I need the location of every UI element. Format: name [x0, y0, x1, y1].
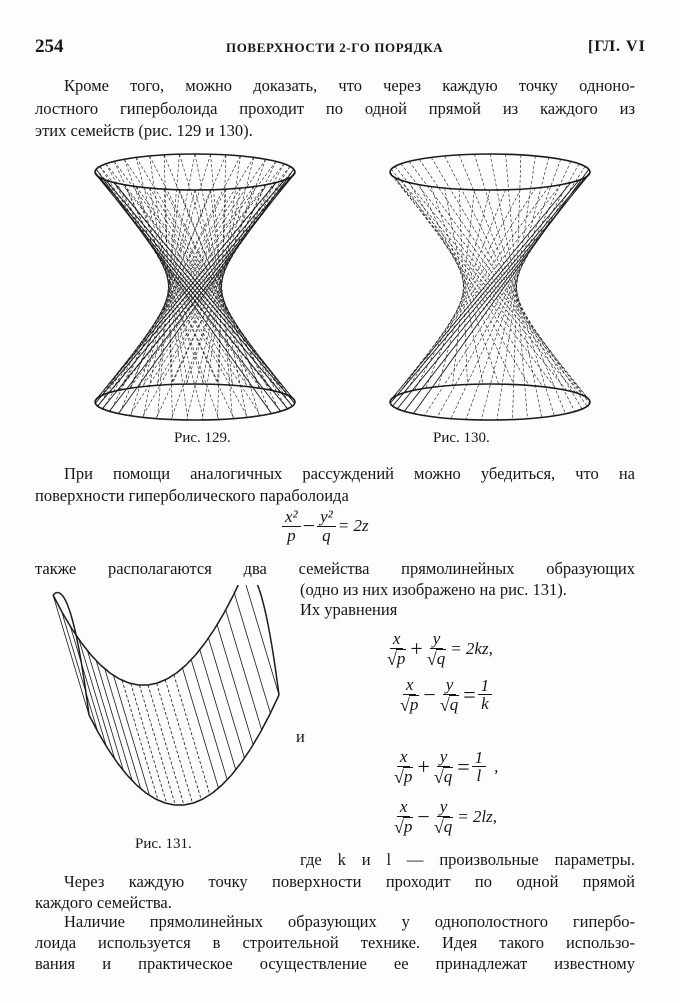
generator-line [191, 660, 227, 780]
page-number: 254 [35, 36, 64, 57]
saddle-edge [213, 785, 223, 793]
ruling-line [95, 161, 276, 403]
para4-line2: каждого семейства. [35, 893, 172, 912]
para5-line3: вания и практическое осуществление ее принадлежат известному [35, 954, 635, 973]
chapter-label: [ГЛ. VI [588, 38, 646, 55]
ruling-line [437, 164, 579, 417]
saddle-edge [75, 629, 77, 637]
saddle-edge [263, 601, 265, 608]
saddle-edge [118, 763, 128, 775]
ruling-line [100, 166, 261, 415]
saddle-edge [58, 593, 60, 594]
saddle-edge [73, 621, 75, 628]
saddle-edge [101, 665, 111, 673]
saddle-edge [184, 803, 194, 805]
equation-2: x √ p − y √ q = $\frac{1}{k}$ [398, 676, 492, 714]
ruling-line [401, 164, 590, 401]
ruling-line [513, 155, 521, 420]
ruling-line [106, 164, 248, 417]
saddle-edge [85, 689, 87, 702]
saddle-edge [167, 673, 177, 679]
figure-131-paraboloid [38, 585, 293, 835]
saddle-edge [148, 683, 158, 685]
saddle-edge [272, 645, 274, 656]
saddle-edge [87, 701, 89, 715]
para3-line1: также располагаются два семейства прямолинейных образующих [35, 559, 635, 578]
saddle-edge [67, 605, 69, 610]
figure-129-hyperboloid [80, 150, 310, 430]
para2-line2: поверхности гиперболического параболоида [35, 486, 349, 505]
bottom-ellipse [390, 384, 590, 420]
saddle-edge [53, 593, 55, 595]
conjunction-and: и [296, 727, 305, 746]
ruling-line [106, 164, 295, 401]
params-line: где k и l — произвольные параметры. [300, 850, 635, 869]
equation-paraboloid: $\frac{\text{x²}}{p}$ − $\frac{\text{y²}}{q}$ = 2z [282, 508, 369, 545]
ruling-line [95, 164, 284, 401]
ruling-line [98, 185, 266, 398]
ruling-line [395, 178, 556, 389]
ruling-line [114, 183, 295, 401]
ruling-line [393, 185, 561, 398]
saddle-edge [265, 609, 267, 617]
para5-line2: лоида используется в строительной технике. Идея такого использо- [35, 933, 635, 952]
ruling-line [426, 190, 506, 388]
generator-line [226, 610, 262, 730]
saddle-edge [127, 775, 137, 785]
saddle-edge [232, 763, 242, 775]
saddle-edge [66, 601, 68, 605]
saddle-edge [257, 585, 259, 589]
ruling-line [459, 155, 565, 414]
saddle-edge [177, 665, 187, 673]
generator-line [62, 611, 98, 731]
para1-line2: лостного гиперболоида проходит по одной прямой из каждого из [35, 99, 635, 118]
generator-line [122, 680, 158, 800]
saddle-edge [120, 679, 130, 683]
saddle-edge [91, 655, 101, 665]
para5-line1: Наличие прямолинейных образующих у однополостного гипербо- [64, 912, 635, 931]
para3-line2: (одно из них изображено на рис. 131). [300, 580, 567, 599]
saddle-edge [165, 803, 175, 805]
ruling-line [124, 185, 292, 398]
saddle-edge [55, 593, 57, 594]
saddle-edge [69, 609, 71, 615]
equation-1: x √ p + y √ q = 2kz, [387, 629, 493, 669]
saddle-edge [203, 793, 213, 799]
saddle-edge [260, 715, 270, 733]
ruling-line [129, 166, 290, 415]
generator-line [157, 683, 193, 803]
ruling-line [390, 183, 571, 401]
figure-130-caption: Рис. 130. [433, 430, 490, 446]
saddle-edge [194, 799, 204, 803]
saddle-edge [275, 669, 277, 682]
equation-3: x √ p + y √ q = $\frac{1}{l}$ , [394, 747, 499, 787]
ruling-line [424, 166, 585, 415]
ruling-line [179, 190, 259, 388]
generator-line [183, 668, 219, 788]
saddle-edge [266, 617, 268, 626]
saddle-edge [222, 775, 232, 785]
saddle-edge [224, 595, 234, 613]
generator-line [139, 685, 175, 805]
figure-131-caption: Рис. 131. [135, 836, 192, 852]
ruling-line [390, 180, 579, 403]
saddle-edge [146, 793, 156, 799]
equation-4: x √ p − y √ q = 2lz, [394, 797, 498, 837]
generator-line [148, 685, 184, 805]
running-title: ПОВЕРХНОСТИ 2-ГО ПОРЯДКА [226, 40, 444, 55]
saddle-edge [80, 655, 82, 665]
para3-line3: Их уравнения [300, 600, 398, 619]
saddle-edge [270, 635, 272, 645]
saddle-edge [268, 625, 270, 635]
saddle-edge [277, 681, 279, 695]
ruling-line [459, 189, 467, 384]
saddle-edge [64, 597, 66, 600]
saddle-edge [62, 595, 64, 597]
para2-line1: При помощи аналогичных рассуждений можно убедиться, что на [64, 464, 635, 483]
saddle-edge [234, 585, 244, 595]
figure-129-caption: Рис. 129. [174, 430, 231, 446]
saddle-edge [186, 655, 196, 665]
saddle-edge [137, 785, 147, 793]
saddle-edge [156, 799, 166, 803]
saddle-edge [82, 665, 84, 676]
saddle-edge [196, 643, 206, 655]
saddle-edge [129, 683, 139, 685]
para1-line1: Кроме того, можно доказать, что через каждую точку одноно- [64, 76, 635, 95]
para1-line3: этих семейств (рис. 129 и 130). [35, 121, 253, 140]
saddle-edge [110, 673, 120, 679]
bottom-ellipse [95, 384, 295, 420]
saddle-edge [259, 589, 261, 595]
saddle-edge [261, 595, 263, 601]
saddle-edge [274, 657, 276, 669]
ruling-line [409, 161, 589, 403]
saddle-edge [71, 615, 73, 621]
generator-line [70, 626, 106, 746]
generator-line [174, 675, 210, 795]
saddle-edge [60, 593, 62, 595]
figure-130-hyperboloid [375, 150, 605, 430]
ruling-line [142, 164, 284, 417]
para4-line1: Через каждую точку поверхности проходит по одной прямой [64, 872, 635, 891]
generator-line [165, 680, 201, 800]
saddle-edge [270, 695, 280, 715]
ruling-line [95, 172, 281, 411]
saddle-edge [215, 613, 225, 629]
